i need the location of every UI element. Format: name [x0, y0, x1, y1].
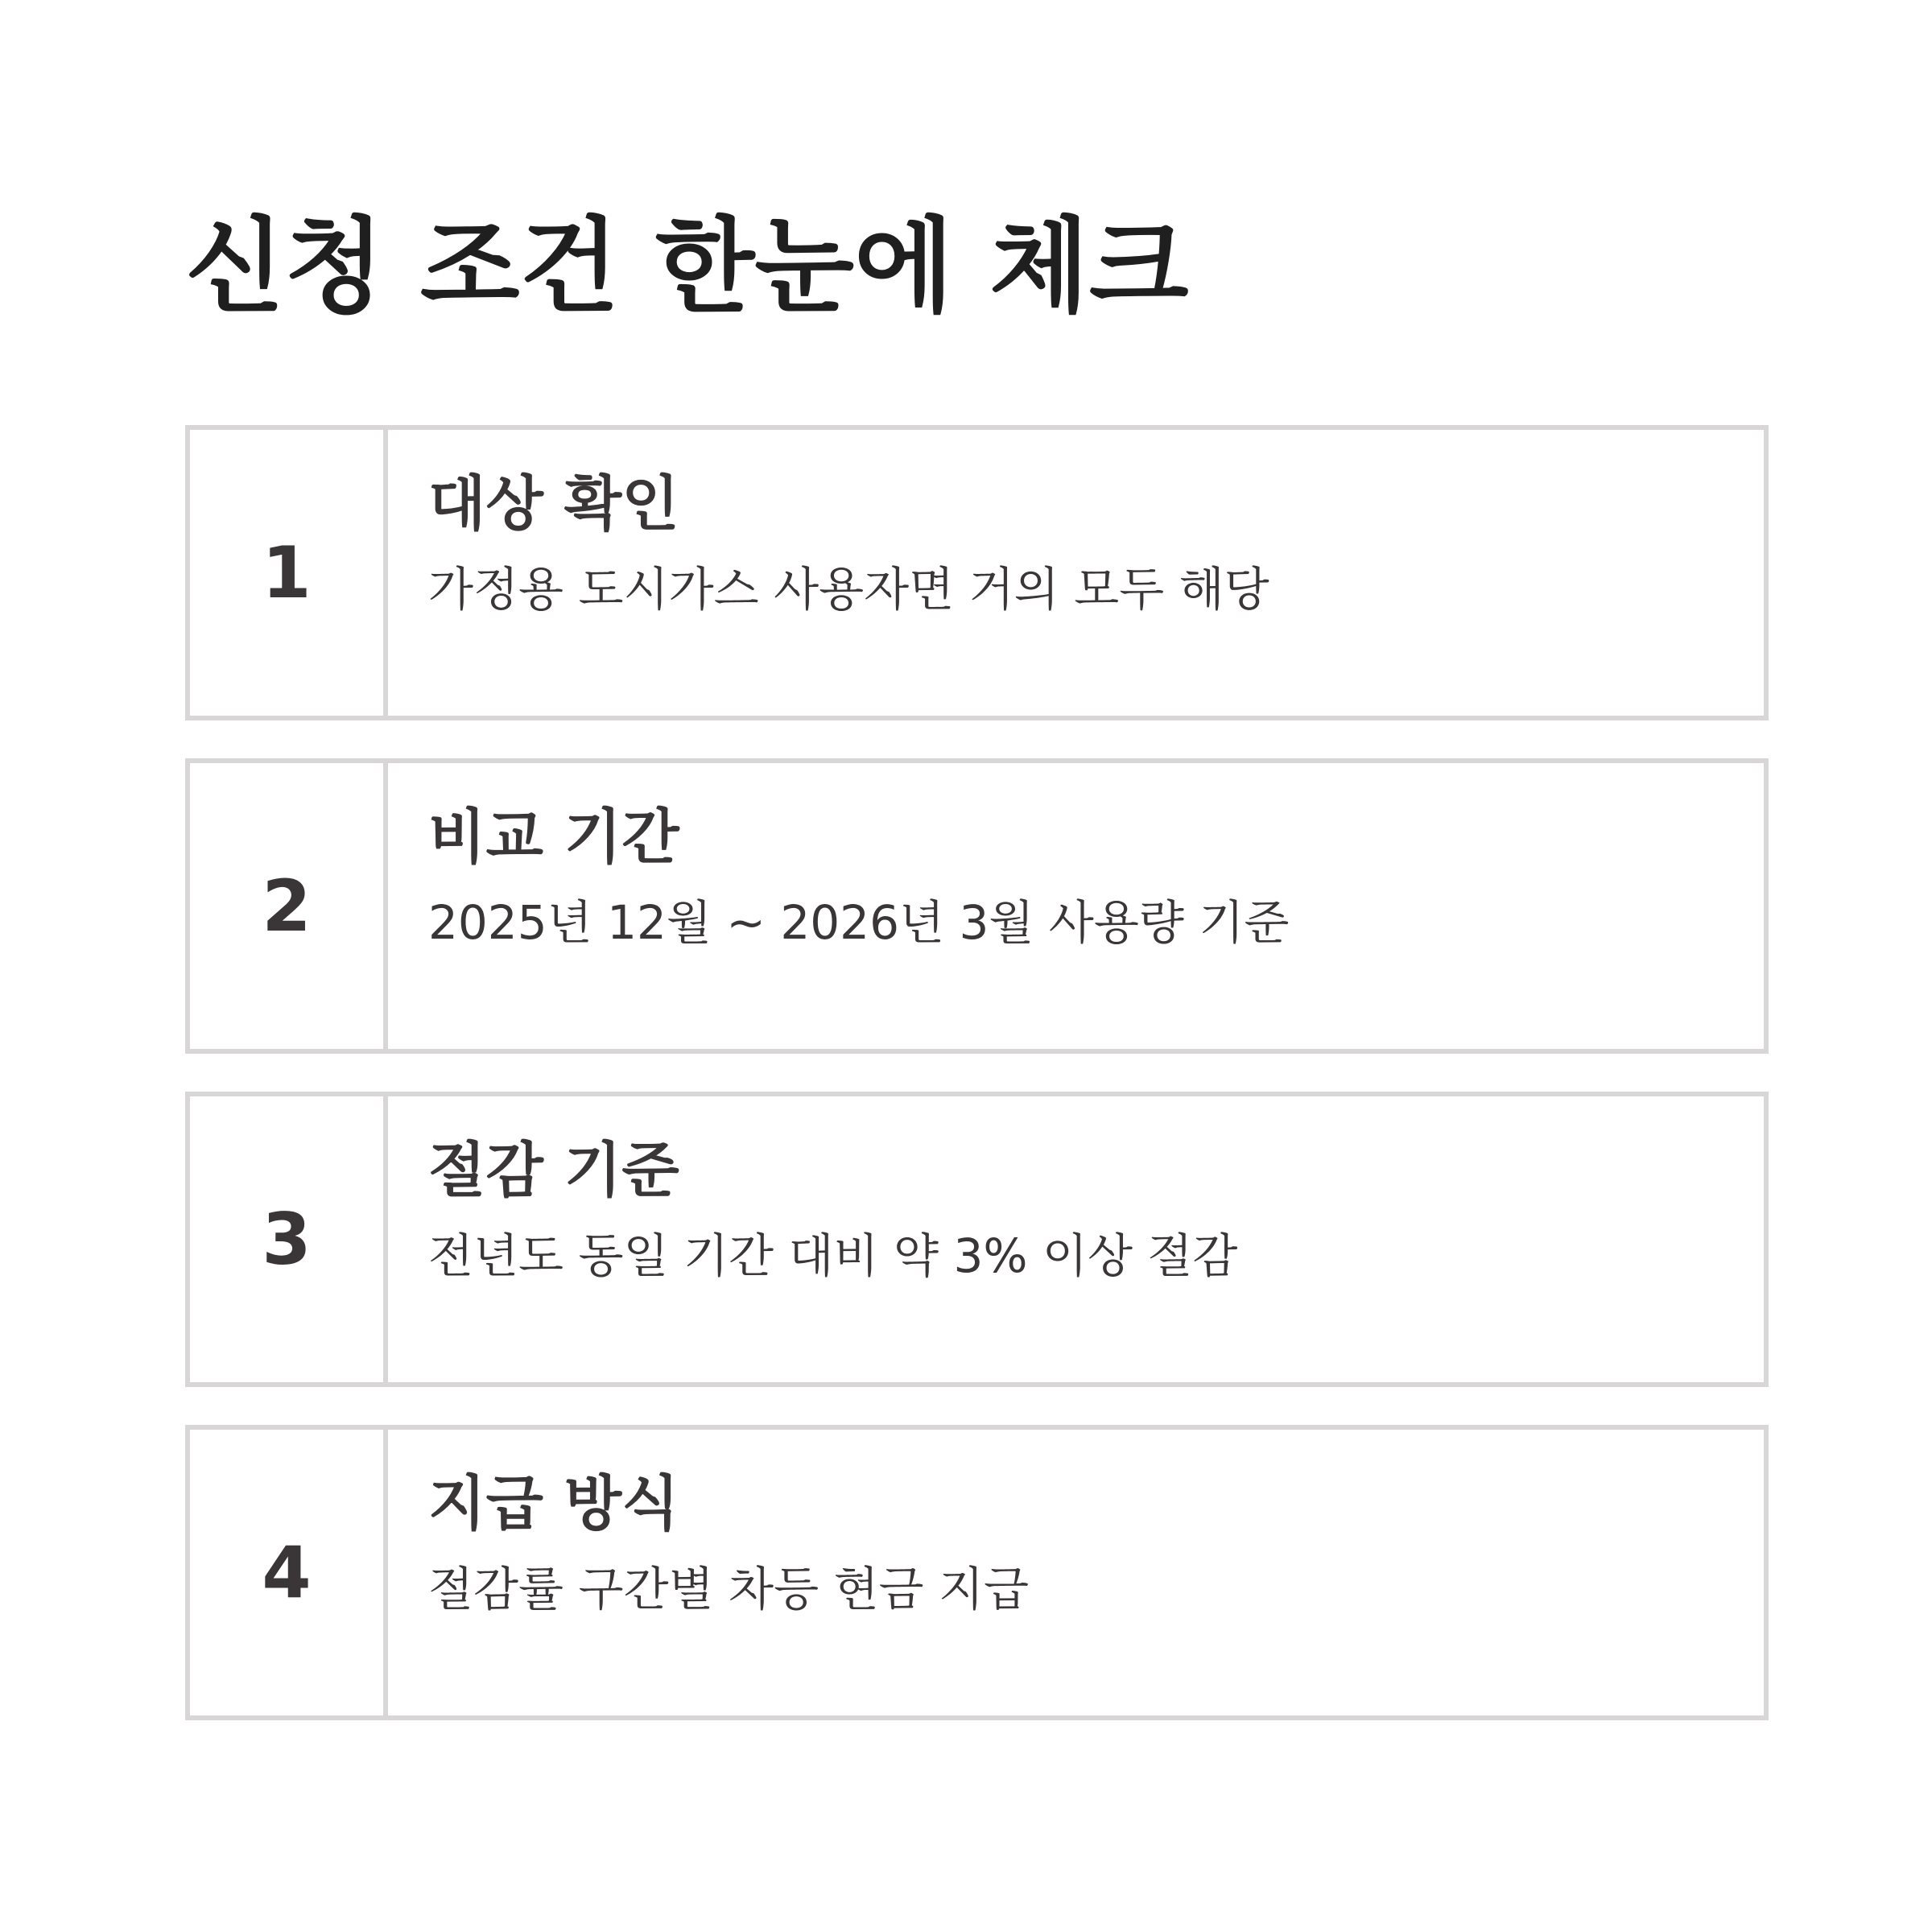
page-title: 신청 조건 한눈에 체크: [185, 207, 1189, 327]
condition-check-list: [185, 425, 1769, 1720]
card-title: 대상 확인: [428, 469, 679, 539]
card-description: 2025년 12월 ~ 2026년 3월 사용량 기준: [428, 895, 1290, 951]
card-title: 비교 기간: [428, 803, 679, 872]
card-number: 1: [190, 430, 388, 716]
card-description: 절감률 구간별 차등 현금 지급: [428, 1562, 1030, 1617]
card-number: 4: [190, 1430, 388, 1715]
card-number: 2: [190, 763, 388, 1049]
card-description: 가정용 도시가스 사용자면 거의 모두 해당: [428, 562, 1269, 617]
card-title: 지급 방식: [428, 1469, 679, 1538]
condition-card-payment-method: [185, 1425, 1769, 1720]
card-title: 절감 기준: [428, 1136, 679, 1205]
card-body: [388, 430, 1764, 716]
condition-card-savings-criteria: [185, 1092, 1769, 1387]
card-number: 3: [190, 1096, 388, 1382]
card-body: [388, 763, 1764, 1049]
card-body: [388, 1096, 1764, 1382]
card-description: 전년도 동일 기간 대비 약 3% 이상 절감: [428, 1228, 1238, 1284]
card-body: [388, 1430, 1764, 1715]
condition-card-comparison-period: [185, 758, 1769, 1054]
condition-card-eligibility: [185, 425, 1769, 720]
